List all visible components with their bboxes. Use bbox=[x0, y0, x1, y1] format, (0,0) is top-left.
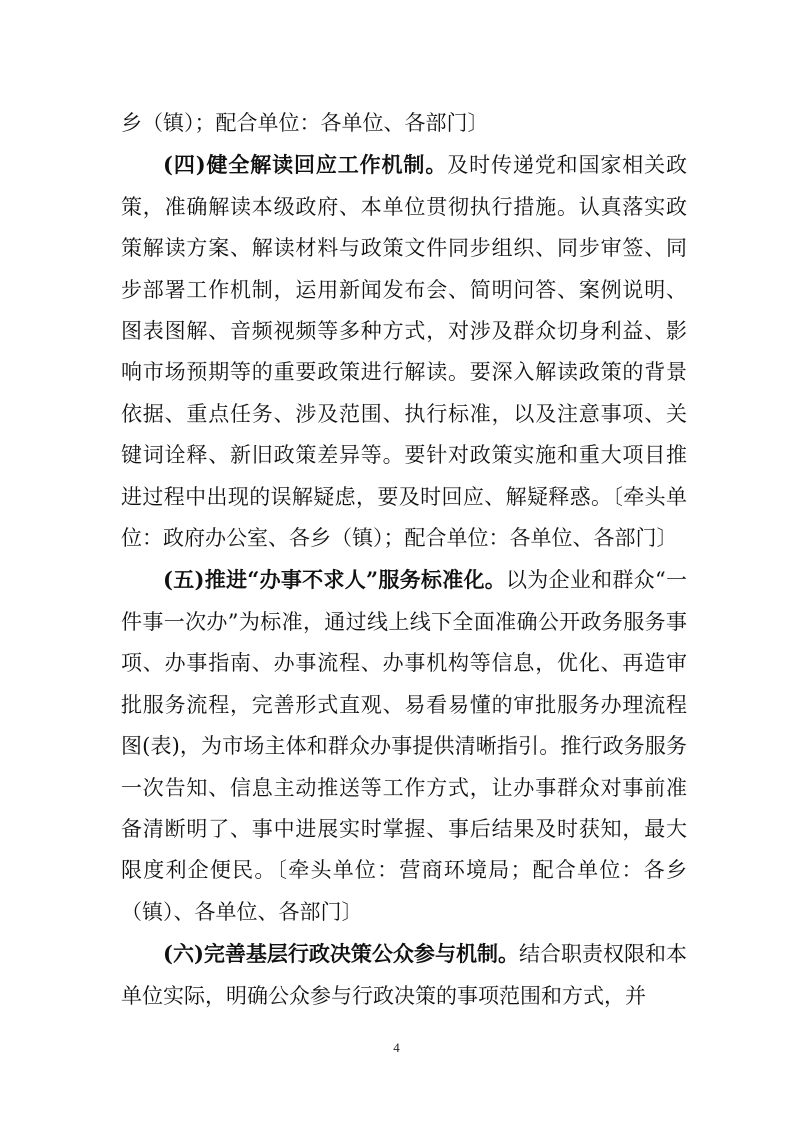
section-heading: (五)推进“办事不求人”服务标准化。 bbox=[163, 567, 507, 593]
paragraph-section-6 bbox=[121, 933, 687, 1017]
section-heading: (四)健全解读回应工作机制。 bbox=[163, 152, 448, 178]
paragraph-text: 以为企业和群众“一件事一次办”为标准，通过线上线下全面准确公开政务服务事项、办事指南、办事流程、办事机构等信息，优化、再造审批服务流程，完善形式直观、易看易懂的审批服务办理流程图(表)，为市场主体和群众办事提供清晰指引。推行政务服务一次告知、信息主动推送等工作方式，让办事群众对事前准备清断明了、事中进展实时掌握、事后结果及时获知，最大限度利企便民。〔牵头单位：营商环境局；配合单位：各乡（镇）、各单位、各部门〕 bbox=[121, 568, 687, 924]
paragraph-text: 及时传递党和国家相关政策，准确解读本级政府、本单位贯彻执行措施。认真落实政策解读方案、解读材料与政策文件同步组织、同步审签、同步部署工作机制，运用新闻发布会、简明问答、案例说明、图表图解、音频视频等多种方式，对涉及群众切身利益、影响市场预期等的重要政策进行解读。要深入解读政策的背景依据、重点任务、涉及范围、执行标准，以及注意事项、关键词诠释、新旧政策差异等。要针对政策实施和重大项目推进过程中出现的误解疑虑，要及时回应、解疑释惑。〔牵头单位：政府办公室、各乡（镇）；配合单位：各单位、各部门〕 bbox=[121, 153, 688, 551]
paragraph-section-5 bbox=[121, 559, 687, 933]
paragraph-continuation bbox=[121, 103, 687, 144]
paragraph-text: 结合职责权限和本单位实际，明确公众参与行政决策的事项范围和方式，并 bbox=[121, 942, 688, 1008]
document-body bbox=[121, 103, 687, 1017]
paragraph-section-4 bbox=[121, 144, 687, 559]
section-heading: (六)完善基层行政决策公众参与机制。 bbox=[163, 941, 519, 967]
paragraph-text: 乡（镇）；配合单位：各单位、各部门〕 bbox=[121, 111, 489, 135]
page-number: 4 bbox=[393, 1040, 400, 1055]
